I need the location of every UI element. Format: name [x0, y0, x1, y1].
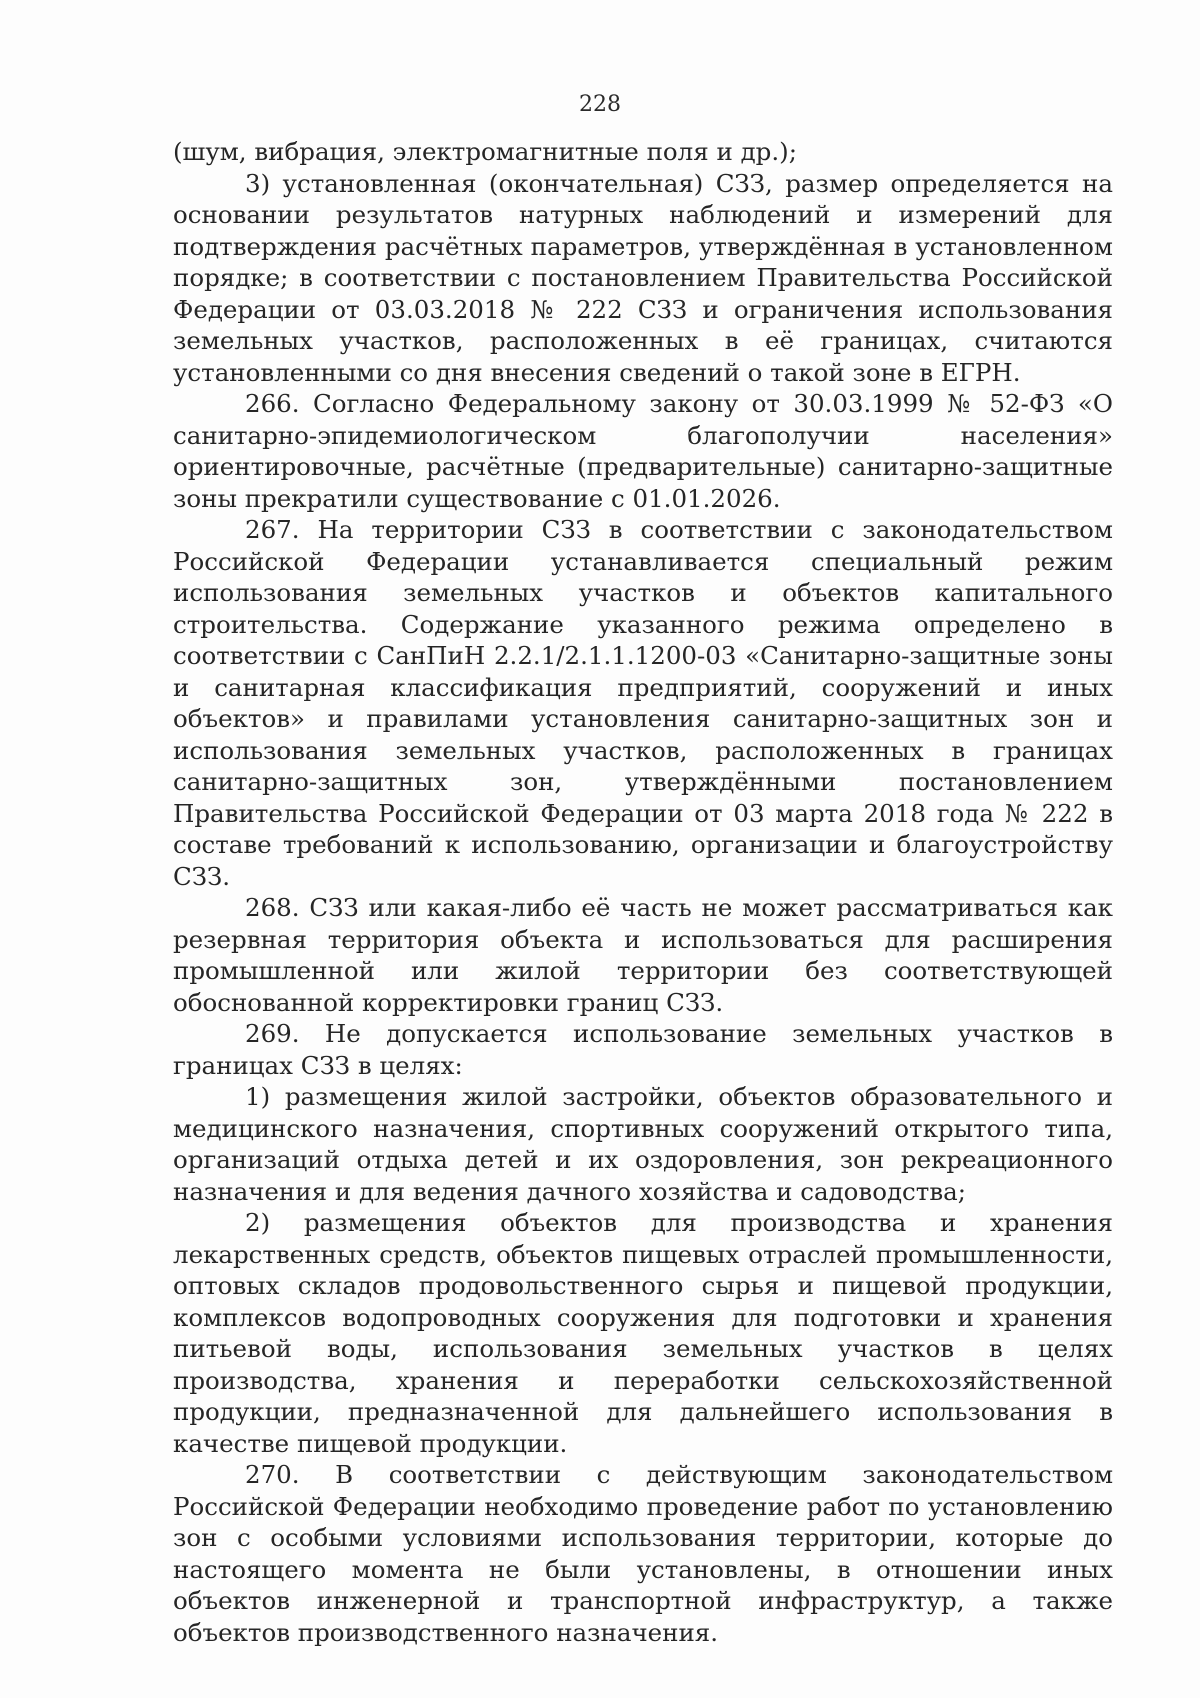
paragraph-item-3: 3) установленная (окончательная) СЗЗ, размер определяется на основании результатов натурных наблюдений и измерений для подтверждения расчётных параметров, утверждённая в установленном порядке; в соответствии с постановлением Правительства Российской Федерации от 03.03.2018 № 222 СЗЗ и ограничения использования земельных участков, расположенных в её границах, считаются установленными со дня внесения сведений о такой зоне в ЕГРН. — [173, 168, 1113, 387]
paragraph-270: 270. В соответствии с действующим законодательством Российской Федерации необходимо проведение работ по установлению зон с особыми условиями использования территории, которые до настоящего момента не были установлены, в отношении иных объектов инженерной и транспортной инфраструктур, а также объектов производственного назначения. — [173, 1460, 1113, 1647]
paragraph-266: 266. Согласно Федеральному закону от 30.03.1999 № 52-ФЗ «О санитарно-эпидемиологическом благополучии населения» ориентировочные, расчётные (предварительные) санитарно-защитные зоны прекратили существование с 01.01.2026. — [173, 389, 1113, 513]
paragraph-269: 269. Не допускается использование земельных участков в границах СЗЗ в целях: — [173, 1019, 1113, 1080]
paragraph-continuation: (шум, вибрация, электромагнитные поля и др.); — [173, 137, 797, 166]
paragraph-269-item-2: 2) размещения объектов для производства и хранения лекарственных средств, объектов пищевых отраслей промышленности, оптовых складов продовольственного сырья и пищевой продукции, комплексов водопроводных сооружения для подготовки и хранения питьевой воды, использования земельных участков в целях производства, хранения и переработки сельскохозяйственной продукции, предназначенной для дальнейшего использования в качестве пищевой продукции. — [173, 1208, 1113, 1458]
paragraph-269-item-1: 1) размещения жилой застройки, объектов образовательного и медицинского назначения, спортивных сооружений открытого типа, организаций отдыха детей и их оздоровления, зон рекреационного назначения и для ведения дачного хозяйства и садоводства; — [173, 1082, 1113, 1206]
page-number: 228 — [579, 92, 621, 117]
document-body — [173, 136, 1113, 1648]
paragraph-267: 267. На территории СЗЗ в соответствии с законодательством Российской Федерации устанавливается специальный режим использования земельных участков и объектов капитального строительства. Содержание указанного режима определено в соответствии с СанПиН 2.2.1/2.1.1.1200-03 «Санитарно-защитные зоны и санитарная классификация предприятий, сооружений и иных объектов» и правилами установления санитарно-защитных зон и использования земельных участков, расположенных в границах санитарно-защитных зон, утверждёнными постановлением Правительства Российской Федерации от 03 марта 2018 года № 222 в составе требований к использованию, организации и благоустройству СЗЗ. — [173, 515, 1113, 891]
paragraph-268: 268. СЗЗ или какая-либо её часть не может рассматриваться как резервная территория объекта и использоваться для расширения промышленной или жилой территории без соответствующей обоснованной корректировки границ СЗЗ. — [173, 893, 1113, 1017]
